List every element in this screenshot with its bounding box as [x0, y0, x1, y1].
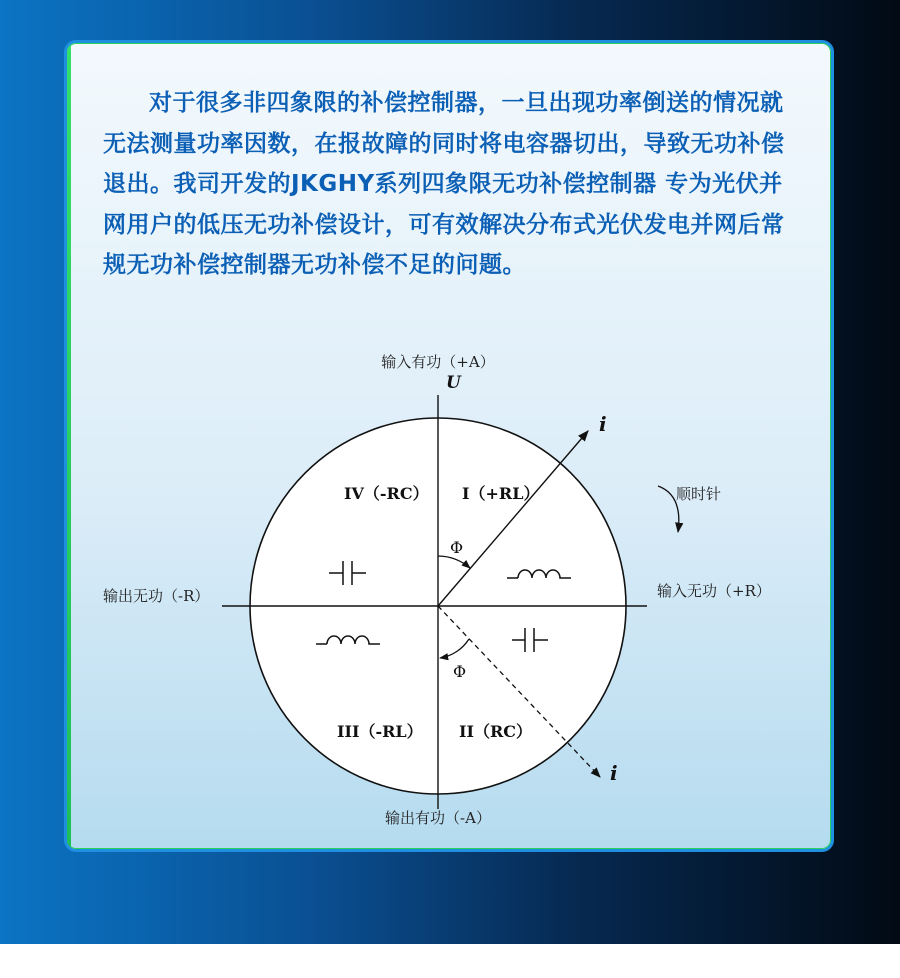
- label-input-active: 输入有功（+A）: [381, 353, 495, 371]
- vector-i-lower-label: i: [610, 761, 618, 785]
- quadrant-3-label: III（-RL）: [337, 722, 423, 741]
- description-paragraph: 对于很多非四象限的补偿控制器，一旦出现功率倒送的情况就无法测量功率因数，在报故障的同时将电容器切出，导致无功补偿退出。我司开发的JKGHY系列四象限无功补偿控制器 专为光伏并网用户的低压无功补偿设计，可有效解决分布式光伏发电并网后常规无功补偿控制器无功补偿不足的问题。: [103, 90, 785, 278]
- phi-upper-label: Φ: [450, 538, 464, 557]
- quadrant-4-label: IV（-RC）: [344, 484, 429, 503]
- clockwise-label: 顺时针: [676, 485, 722, 503]
- phi-lower-label: Φ: [453, 662, 467, 681]
- label-output-reactive: 输出无功（-R）: [103, 587, 210, 605]
- label-input-reactive: 输入无功（+R）: [657, 582, 771, 600]
- label-output-active: 输出有功（-A）: [385, 809, 491, 827]
- info-card: [64, 40, 834, 852]
- quadrant-1-label: I（+RL）: [462, 484, 540, 503]
- four-quadrant-diagram: [67, 43, 834, 852]
- vector-i-upper-label: i: [599, 412, 607, 436]
- axis-u-label: U: [446, 373, 461, 393]
- bottom-white-strip: [0, 944, 900, 978]
- quadrant-2-label: II（RC）: [459, 722, 533, 741]
